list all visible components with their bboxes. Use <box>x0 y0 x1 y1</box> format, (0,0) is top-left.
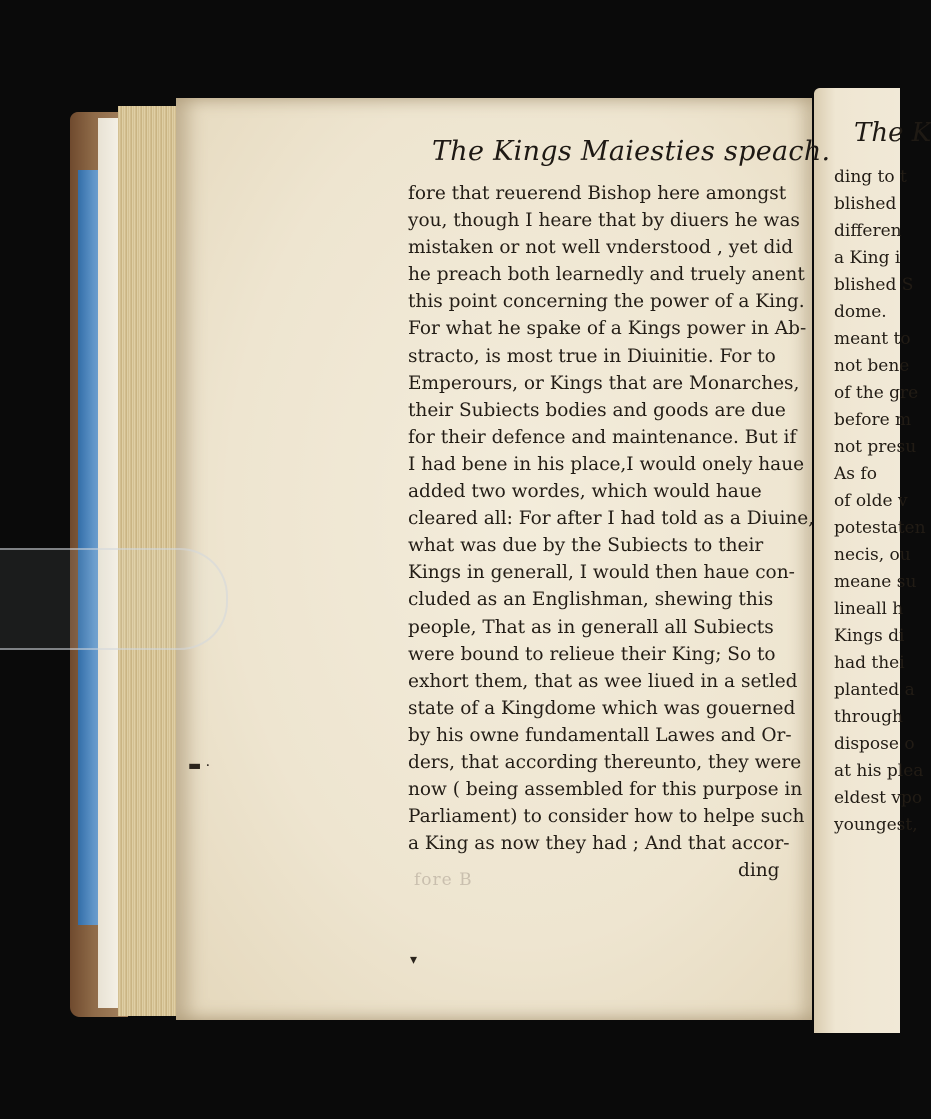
text-line: For what he spake of a Kings power in Ab- <box>408 318 807 340</box>
facing-text-line: necis, ou <box>834 545 911 565</box>
facing-text-line: of the gre <box>834 383 919 403</box>
facing-text-line: planted a <box>834 680 915 700</box>
text-line: added two wordes, which would haue <box>408 481 762 503</box>
running-head: The Kings Maiesties speach. <box>432 136 831 167</box>
facing-text-line: through <box>834 707 903 727</box>
facing-text-line: meane su <box>834 572 917 592</box>
facing-text-line: dispose o <box>834 734 915 754</box>
text-line: you, though I heare that by diuers he was <box>408 210 800 232</box>
facing-text-line: youngest, <box>834 815 918 835</box>
text-line: this point concerning the power of a King. <box>408 291 805 313</box>
bleed-through-text: fore B <box>414 870 473 890</box>
facing-text-line: meant to <box>834 329 911 349</box>
page-clip <box>0 548 228 650</box>
text-line: a King as now they had ; And that accor- <box>408 833 790 855</box>
text-line: by his owne fundamentall Lawes and Or- <box>408 724 792 746</box>
facing-text-line: blished S <box>834 275 914 295</box>
text-line: ders, that according thereunto, they were <box>408 751 802 773</box>
facing-text-line: As fo <box>834 464 877 484</box>
facing-text-line: a King i <box>834 248 901 268</box>
text-line: cleared all: For after I had told as a Diuine, <box>408 508 815 530</box>
facing-running-head: The K <box>854 118 931 148</box>
facing-text-line: potestaten <box>834 518 926 538</box>
facing-text-line: not bene <box>834 356 910 376</box>
facing-text-line: Kings di <box>834 626 905 646</box>
text-line: people, That as in generall all Subiects <box>408 616 774 638</box>
text-line: cluded as an Englishman, shewing this <box>408 589 774 611</box>
catchword: ding <box>738 860 780 881</box>
facing-text-line: before m <box>834 410 912 430</box>
facing-text-line: blished <box>834 194 897 214</box>
text-line: he preach both learnedly and truely anent <box>408 264 805 286</box>
text-line: for their defence and maintenance. But if <box>408 426 797 448</box>
facing-text-line: lineall h <box>834 599 904 619</box>
text-line: what was due by the Subiects to their <box>408 535 764 557</box>
text-line: stracto, is most true in Diuinitie. For to <box>408 345 776 367</box>
recto-page-partial <box>814 88 931 1033</box>
text-line: Emperours, or Kings that are Monarches, <box>408 372 800 394</box>
text-line: Parliament) to consider how to helpe such <box>408 806 805 828</box>
facing-text-line: of olde v <box>834 491 908 511</box>
facing-text-line: dome. <box>834 302 887 322</box>
page-speck: ▾ <box>410 952 418 968</box>
text-line: their Subiects bodies and goods are due <box>408 399 786 421</box>
facing-text-line: eldest vpo <box>834 788 923 808</box>
text-line: I had bene in his place,I would onely haue <box>408 453 805 475</box>
facing-text-line: not presu <box>834 437 917 457</box>
facing-text-line: differen <box>834 221 902 241</box>
facing-text-block <box>834 164 924 839</box>
facing-text-line: ding to t <box>834 167 907 187</box>
text-line: exhort them, that as wee liued in a setled <box>408 670 798 692</box>
body-text <box>408 180 815 857</box>
text-line: Kings in generall, I would then haue con- <box>408 562 795 584</box>
facing-text-line: had thei <box>834 653 905 673</box>
text-line: fore that reuerend Bishop here amongst <box>408 183 787 204</box>
facing-text-line: at his plea <box>834 761 924 781</box>
text-line: now ( being assembled for this purpose in <box>408 779 803 801</box>
text-line: were bound to relieue their King; So to <box>408 643 776 665</box>
margin-mark: ▬ · <box>188 758 211 774</box>
text-line: mistaken or not well vnderstood , yet did <box>408 237 794 259</box>
text-line: state of a Kingdome which was gouerned <box>408 697 796 719</box>
